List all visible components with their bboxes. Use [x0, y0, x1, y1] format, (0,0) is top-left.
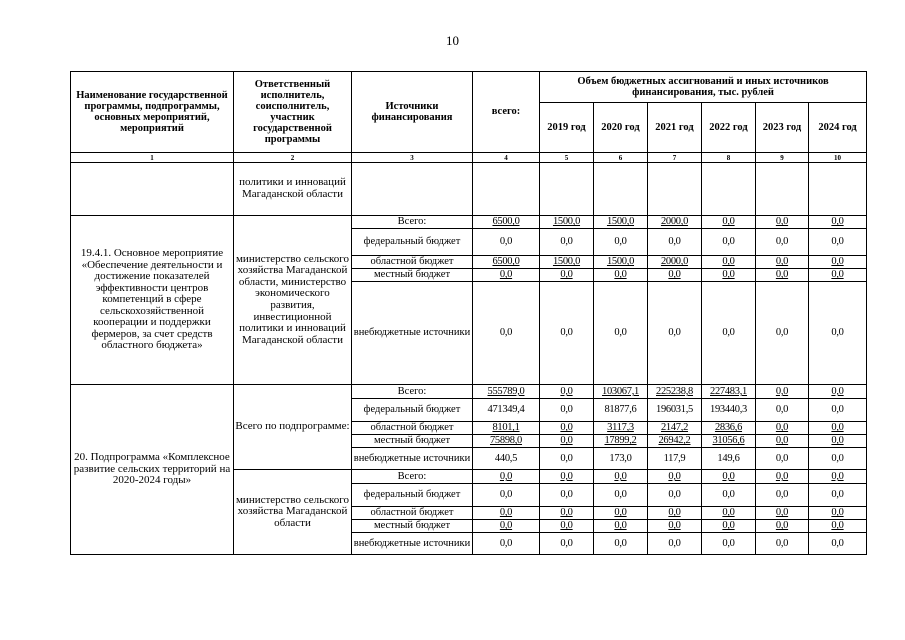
header-year-4: 2022 год	[702, 103, 756, 153]
value-cell: 0,0	[648, 269, 702, 282]
value-cell: 0,0	[648, 470, 702, 484]
empty-cell	[756, 163, 809, 216]
value-cell: 2000,0	[648, 216, 702, 229]
value-cell: 0,0	[809, 229, 867, 256]
source-cell: Всего:	[352, 385, 473, 399]
value-cell: 0,0	[756, 448, 809, 470]
page-number: 10	[446, 33, 459, 48]
value-cell: 0,0	[809, 520, 867, 533]
value-cell: 0,0	[702, 269, 756, 282]
value-cell: 0,0	[540, 448, 594, 470]
value-cell: 0,0	[540, 520, 594, 533]
value-cell: 440,5	[473, 448, 540, 470]
source-cell: федеральный бюджет	[352, 399, 473, 422]
column-number-4: 4	[473, 153, 540, 163]
source-cell: федеральный бюджет	[352, 484, 473, 507]
value-cell: 1500,0	[594, 216, 648, 229]
continuation-row	[71, 163, 867, 216]
header-volume: Объем бюджетных ассигнований и иных источников финансирования, тыс. рублей	[540, 72, 867, 103]
value-cell: 0,0	[809, 269, 867, 282]
value-cell: 0,0	[473, 484, 540, 507]
value-cell: 0,0	[756, 520, 809, 533]
table-row	[71, 385, 867, 399]
value-cell: 0,0	[473, 229, 540, 256]
event-19-4-1-name: 19.4.1. Основное мероприятие «Обеспечение деятельности и достижение показателей эффективности центров компетенций в сфере сельскохозяйственной кооперации и поддержки фермеров, за счет средств областного бюджета»	[71, 216, 234, 385]
value-cell: 471349,4	[473, 399, 540, 422]
source-cell: местный бюджет	[352, 269, 473, 282]
column-number-10: 10	[809, 153, 867, 163]
value-cell: 103067,1	[594, 385, 648, 399]
column-number-6: 6	[594, 153, 648, 163]
value-cell: 0,0	[473, 269, 540, 282]
subprogram-20-name: 20. Подпрограмма «Комплексное развитие сельских территорий на 2020-2024 годы»	[71, 385, 234, 555]
value-cell: 0,0	[756, 229, 809, 256]
header-year-1: 2019 год	[540, 103, 594, 153]
value-cell: 0,0	[756, 399, 809, 422]
value-cell: 0,0	[809, 435, 867, 448]
value-cell: 0,0	[648, 507, 702, 520]
value-cell: 0,0	[473, 533, 540, 555]
value-cell: 0,0	[540, 507, 594, 520]
value-cell: 1500,0	[594, 256, 648, 269]
value-cell: 0,0	[756, 282, 809, 385]
value-cell: 0,0	[702, 470, 756, 484]
value-cell: 555789,0	[473, 385, 540, 399]
header-name: Наименование государственной программы, подпрограммы, основных мероприятий, мероприятий	[71, 72, 234, 153]
value-cell: 0,0	[540, 422, 594, 435]
header-sources: Источники финансирования	[352, 72, 473, 153]
column-number-5: 5	[540, 153, 594, 163]
value-cell: 0,0	[540, 533, 594, 555]
value-cell: 0,0	[809, 385, 867, 399]
value-cell: 6500,0	[473, 216, 540, 229]
value-cell: 0,0	[809, 507, 867, 520]
value-cell: 0,0	[648, 282, 702, 385]
value-cell: 0,0	[702, 507, 756, 520]
value-cell: 31056,6	[702, 435, 756, 448]
table-row	[71, 216, 867, 229]
header-year-5: 2023 год	[756, 103, 809, 153]
value-cell: 3117,3	[594, 422, 648, 435]
source-cell: Всего:	[352, 216, 473, 229]
event-19-4-1-responsible: министерство сельского хозяйства Магаданской области, министерство экономического развития, инвестиционной политики и инноваций Магаданской области	[234, 216, 352, 385]
subprogram-20-total-block-responsible: Всего по подпрограмме:	[234, 385, 352, 470]
value-cell: 0,0	[702, 229, 756, 256]
column-number-2: 2	[234, 153, 352, 163]
header-year-3: 2021 год	[648, 103, 702, 153]
value-cell: 0,0	[540, 399, 594, 422]
source-cell: местный бюджет	[352, 435, 473, 448]
value-cell: 0,0	[594, 229, 648, 256]
empty-cell	[473, 163, 540, 216]
value-cell: 0,0	[809, 216, 867, 229]
empty-cell	[702, 163, 756, 216]
value-cell: 1500,0	[540, 256, 594, 269]
value-cell: 0,0	[702, 282, 756, 385]
value-cell: 0,0	[594, 470, 648, 484]
header-year-6: 2024 год	[809, 103, 867, 153]
value-cell: 1500,0	[540, 216, 594, 229]
budget-table	[70, 71, 867, 555]
column-number-7: 7	[648, 153, 702, 163]
value-cell: 2836,6	[702, 422, 756, 435]
value-cell: 0,0	[540, 435, 594, 448]
value-cell: 0,0	[809, 533, 867, 555]
value-cell: 0,0	[473, 520, 540, 533]
value-cell: 0,0	[473, 507, 540, 520]
value-cell: 0,0	[702, 484, 756, 507]
value-cell: 0,0	[648, 533, 702, 555]
value-cell: 0,0	[540, 470, 594, 484]
value-cell: 0,0	[756, 533, 809, 555]
value-cell: 0,0	[702, 256, 756, 269]
value-cell: 0,0	[540, 269, 594, 282]
value-cell: 173,0	[594, 448, 648, 470]
source-cell: областной бюджет	[352, 422, 473, 435]
value-cell: 0,0	[756, 422, 809, 435]
source-cell: внебюджетные источники	[352, 533, 473, 555]
header-responsible: Ответственный исполнитель, соисполнитель, участник государственной программы	[234, 72, 352, 153]
header-year-2: 2020 год	[594, 103, 648, 153]
value-cell: 0,0	[756, 269, 809, 282]
value-cell: 196031,5	[648, 399, 702, 422]
source-cell: федеральный бюджет	[352, 229, 473, 256]
value-cell: 0,0	[756, 385, 809, 399]
value-cell: 0,0	[594, 533, 648, 555]
value-cell: 81877,6	[594, 399, 648, 422]
value-cell: 0,0	[648, 484, 702, 507]
value-cell: 0,0	[594, 507, 648, 520]
value-cell: 0,0	[809, 484, 867, 507]
continuation-responsible: политики и инноваций Магаданской области	[234, 163, 352, 216]
value-cell: 193440,3	[702, 399, 756, 422]
value-cell: 0,0	[540, 282, 594, 385]
empty-cell	[540, 163, 594, 216]
value-cell: 0,0	[473, 470, 540, 484]
value-cell: 0,0	[594, 520, 648, 533]
value-cell: 8101,1	[473, 422, 540, 435]
value-cell: 0,0	[594, 282, 648, 385]
value-cell: 0,0	[540, 385, 594, 399]
value-cell: 0,0	[594, 484, 648, 507]
value-cell: 0,0	[648, 229, 702, 256]
value-cell: 0,0	[648, 520, 702, 533]
subprogram-20-ministry-block-responsible: министерство сельского хозяйства Магаданской области	[234, 470, 352, 555]
source-cell: Всего:	[352, 470, 473, 484]
value-cell: 0,0	[756, 435, 809, 448]
value-cell: 225238,8	[648, 385, 702, 399]
value-cell: 0,0	[540, 229, 594, 256]
value-cell: 0,0	[809, 448, 867, 470]
empty-cell	[352, 163, 473, 216]
column-number-8: 8	[702, 153, 756, 163]
value-cell: 2000,0	[648, 256, 702, 269]
source-cell: внебюджетные источники	[352, 282, 473, 385]
value-cell: 0,0	[473, 282, 540, 385]
header-total: всего:	[473, 72, 540, 153]
value-cell: 26942,2	[648, 435, 702, 448]
source-cell: областной бюджет	[352, 256, 473, 269]
value-cell: 0,0	[702, 520, 756, 533]
value-cell: 17899,2	[594, 435, 648, 448]
value-cell: 75898,0	[473, 435, 540, 448]
value-cell: 117,9	[648, 448, 702, 470]
value-cell: 0,0	[702, 533, 756, 555]
source-cell: внебюджетные источники	[352, 448, 473, 470]
value-cell: 0,0	[702, 216, 756, 229]
value-cell: 0,0	[809, 399, 867, 422]
value-cell: 0,0	[809, 470, 867, 484]
empty-cell	[648, 163, 702, 216]
column-number-3: 3	[352, 153, 473, 163]
value-cell: 0,0	[756, 484, 809, 507]
continuation-name	[71, 163, 234, 216]
empty-cell	[594, 163, 648, 216]
column-number-1: 1	[71, 153, 234, 163]
value-cell: 0,0	[756, 216, 809, 229]
column-number-9: 9	[756, 153, 809, 163]
source-cell: местный бюджет	[352, 520, 473, 533]
value-cell: 0,0	[809, 282, 867, 385]
value-cell: 0,0	[594, 269, 648, 282]
value-cell: 6500,0	[473, 256, 540, 269]
value-cell: 0,0	[540, 484, 594, 507]
value-cell: 149,6	[702, 448, 756, 470]
value-cell: 227483,1	[702, 385, 756, 399]
value-cell: 0,0	[756, 507, 809, 520]
empty-cell	[809, 163, 867, 216]
value-cell: 2147,2	[648, 422, 702, 435]
value-cell: 0,0	[756, 256, 809, 269]
value-cell: 0,0	[809, 422, 867, 435]
value-cell: 0,0	[756, 470, 809, 484]
value-cell: 0,0	[809, 256, 867, 269]
source-cell: областной бюджет	[352, 507, 473, 520]
